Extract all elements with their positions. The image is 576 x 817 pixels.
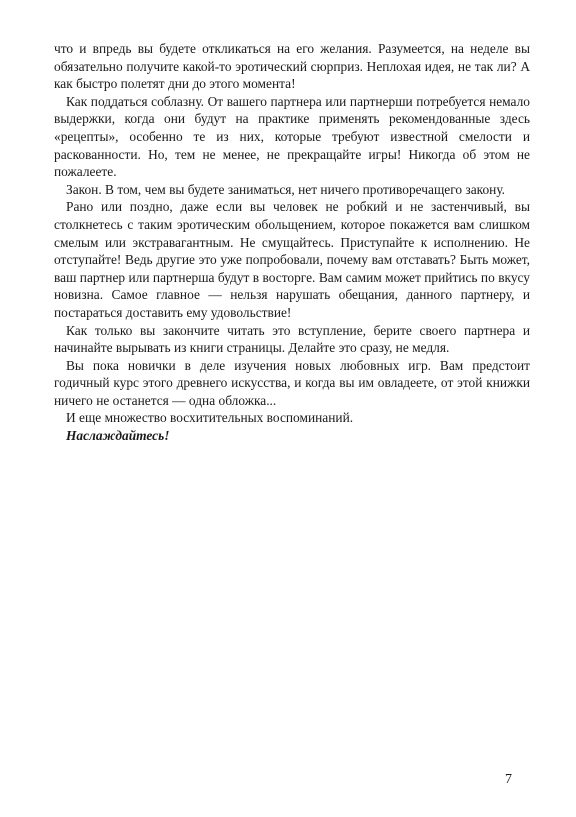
paragraph-novices: Вы пока новички в деле изучения новых любовных игр. Вам предстоит годичный курс этого древнего искусства, и когда вы им овладеете, от этой книжки ничего не останется — одна обложка... [54, 357, 530, 408]
paragraph-law: Закон. В том, чем вы будете заниматься, нет ничего противоречащего закону. [66, 181, 506, 197]
paragraph-memories: И еще множество восхитительных воспоминаний. [66, 410, 354, 426]
closing-line: Наслаждайтесь! [66, 428, 170, 444]
paragraph-sooner-or-later: Рано или поздно, даже если вы человек не робкий и не застенчивый, вы столкнетесь с таким эротическим обольщением, которое покажется вам слишком смелым или экстравагантным. Не смущайтесь. Приступайте к исполнению. Не отступайте! Ведь другие это уже попробовали, почему вам отставать? Быть может, ваш партнер или партнерша будут в восторге. Вам самим может прийтись по вкусу новизна. Самое главное — нельзя нарушать обещания, данного партнеру, и постараться доставить ему удовольствие! [54, 199, 530, 320]
paragraph-tear-pages: Как только вы закончите читать это вступление, берите своего партнера и начинайте вырывать из книги страницы. Делайте это сразу, не медля. [54, 322, 530, 356]
paragraph-continuation: что и впредь вы будете откликаться на его желания. Разумеется, на неделе вы обязательно получите какой-то эротический сюрприз. Неплохая идея, не так ли? А как быстро полетят дни до этого момента! [54, 41, 530, 92]
body-text [54, 40, 530, 445]
page-number: 7 [505, 772, 512, 787]
paragraph-temptation: Как поддаться соблазну. От вашего партнера или партнерши потребуется немало выдержки, когда они будут на практике применять рекомендованные здесь «рецепты», особенно те из них, которые требуют известной смелости и раскованности. Но, тем не менее, не прекращайте игры! Никогда об этом не пожалеете. [54, 93, 530, 180]
